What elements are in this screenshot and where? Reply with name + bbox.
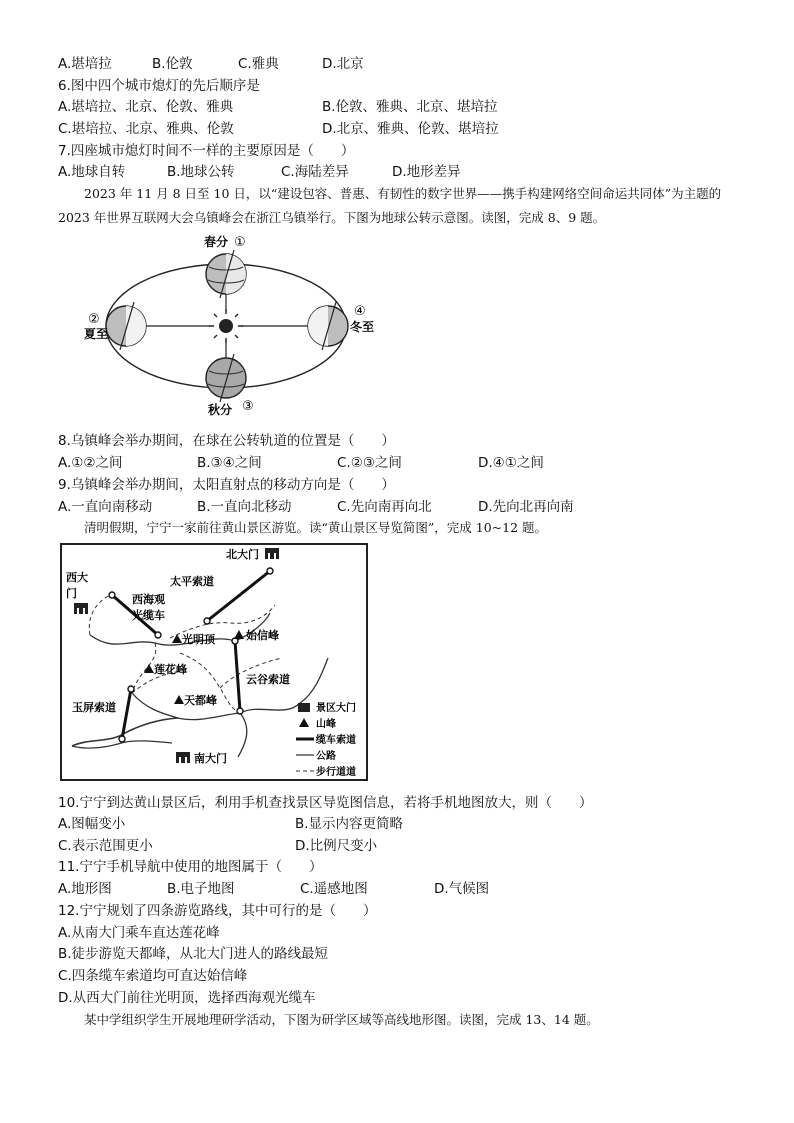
place-xihai-cableway-2: 光缆车 — [132, 609, 165, 622]
q10-option-d: D.比例尺变小 — [295, 838, 378, 854]
legend-peak: 山峰 — [316, 719, 336, 730]
q6-option-b: B.伦敦、雅典、北京、堪培拉 — [322, 99, 498, 115]
q10-option-c: C.表示范围更小 — [58, 838, 153, 854]
q11-option-d: D.气候图 — [434, 881, 490, 897]
place-lianhua: 莲花峰 — [154, 663, 187, 676]
q12-option-a: A.从南大门乘车直达莲花峰 — [58, 925, 220, 941]
q12-stem: 12.宁宁规划了四条游览路线，其中可行的是（ ） — [58, 903, 377, 919]
gate-icon-south — [176, 752, 190, 763]
legend-walkway: 步行道道 — [316, 767, 356, 778]
q12-option-c: C.四条缆车索道均可直达始信峰 — [58, 968, 248, 984]
q12-option-b: B.徒步游览天都峰，从北大门进人的路线最短 — [58, 946, 329, 962]
intro-paragraph-13-14: 某中学组织学生开展地理研学活动，下图为研学区域等高线地形图。读图，完成 13、14 题。 — [84, 1012, 599, 1027]
place-guangming: 光明顶 — [182, 633, 215, 646]
legend-road: 公路 — [316, 751, 336, 762]
orbit-label-winter: 冬至 — [350, 320, 375, 334]
q11-option-a: A.地形图 — [58, 881, 112, 897]
q5-option-c: C.雅典 — [238, 56, 279, 72]
q9-option-d: D.先向北再向南 — [478, 499, 574, 515]
orbit-number-summer: ② — [88, 312, 100, 327]
place-west-gate-2: 门 — [66, 587, 77, 600]
legend-gate-icon — [298, 703, 310, 712]
earth-orbit-diagram — [84, 232, 384, 416]
q8-option-a: A.①②之间 — [58, 455, 123, 471]
legend-cableway: 缆车索道 — [316, 735, 356, 746]
q7-option-d: D.地形差异 — [392, 164, 461, 180]
orbit-label-autumn: 秋分 — [208, 403, 233, 416]
q9-stem: 9.乌镇峰会举办期间，太阳直射点的移动方向是（ ） — [58, 477, 395, 493]
intro-paragraph-8-9: 2023 年 11 月 8 日至 10 日，以“建设包容、普惠、有韧性的数字世界——携手构建网络空间命运共同体”为主题的 2023 年世界互联网大会乌镇峰会在浙江乌镇举行。下图为地球公转示意图。读图，完成 8、9 题。 — [58, 186, 722, 225]
q8-option-c: C.②③之间 — [337, 455, 402, 471]
q6-option-d: D.北京、雅典、伦敦、堪培拉 — [322, 121, 499, 137]
q9-option-b: B.一直向北移动 — [197, 499, 292, 515]
place-shixin: 始信峰 — [246, 629, 279, 642]
q5-option-b: B.伦敦 — [152, 56, 193, 72]
orbit-number-spring: ① — [234, 235, 246, 250]
gate-icon-west — [74, 603, 88, 614]
q9-option-c: C.先向南再向北 — [337, 499, 432, 515]
q10-option-a: A.图幅变小 — [58, 816, 126, 832]
place-xihai-cableway-1: 西海观 — [132, 593, 165, 606]
q7-option-c: C.海陆差异 — [281, 164, 349, 180]
earth-autumn-icon — [206, 354, 246, 402]
q11-option-b: B.电子地图 — [167, 881, 235, 897]
q5-option-a: A.堪培拉 — [58, 56, 112, 72]
q6-option-c: C.堪培拉、北京、雅典、伦敦 — [58, 121, 234, 137]
orbit-label-summer: 夏至 — [84, 327, 109, 341]
orbit-label-spring: 春分 — [204, 235, 229, 249]
q12-option-d: D.从西大门前往光明顶，选择西海观光缆车 — [58, 990, 316, 1006]
q5-option-d: D.北京 — [322, 56, 364, 72]
q7-option-b: B.地球公转 — [167, 164, 235, 180]
q8-option-b: B.③④之间 — [197, 455, 262, 471]
place-south-gate: 南大门 — [194, 752, 227, 765]
legend-gate: 景区大门 — [316, 703, 356, 714]
orbit-number-winter: ④ — [354, 304, 366, 319]
sun-icon — [209, 309, 243, 343]
earth-summer-icon — [106, 302, 146, 350]
q10-stem: 10.宁宁到达黄山景区后，利用手机查找景区导览图信息，若将手机地图放大，则（ ） — [58, 795, 593, 811]
q6-stem: 6.图中四个城市熄灯的先后顺序是 — [58, 78, 260, 94]
q6-option-a: A.堪培拉、北京、伦敦、雅典 — [58, 99, 234, 115]
q7-option-a: A.地球自转 — [58, 164, 126, 180]
place-yuping-cableway: 玉屏索道 — [72, 701, 116, 714]
earth-spring-icon — [206, 250, 246, 298]
q10-option-b: B.显示内容更简略 — [295, 816, 404, 832]
orbit-number-autumn: ③ — [242, 399, 254, 414]
place-tiandu: 天都峰 — [184, 694, 217, 707]
gate-icon-north — [265, 548, 279, 559]
intro-paragraph-10-12: 清明假期，宁宁一家前往黄山景区游览。读“黄山景区导览简图”，完成 10~12 题。 — [84, 520, 548, 535]
q8-option-d: D.④①之间 — [478, 455, 544, 471]
place-west-gate-1: 西大 — [66, 571, 88, 584]
q8-stem: 8.乌镇峰会举办期间，在球在公转轨道的位置是（ ） — [58, 433, 395, 449]
place-taiping-cableway: 太平索道 — [170, 575, 214, 588]
q9-option-a: A.一直向南移动 — [58, 499, 153, 515]
place-north-gate: 北大门 — [226, 548, 259, 561]
q7-stem: 7.四座城市熄灯时间不一样的主要原因是（ ） — [58, 143, 355, 159]
place-yungu-cableway: 云谷索道 — [246, 673, 290, 686]
q11-stem: 11.宁宁手机导航中使用的地图属于（ ） — [58, 859, 323, 875]
q11-option-c: C.遥感地图 — [300, 881, 368, 897]
huangshan-guide-map — [60, 543, 372, 783]
